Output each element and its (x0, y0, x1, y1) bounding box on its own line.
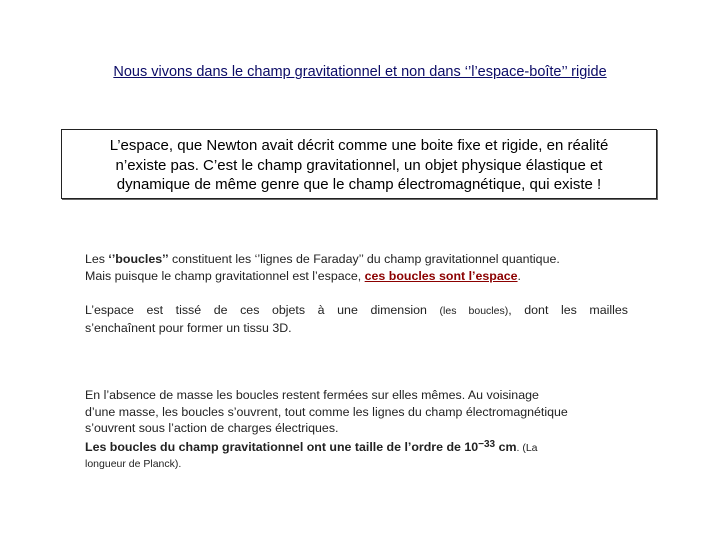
paragraph-masse (85, 387, 628, 473)
text-segment: . (517, 268, 521, 283)
highlight-box (61, 129, 657, 199)
text-segment: Mais puisque le champ gravitationnel est l’espace, (85, 268, 365, 283)
box-line-1: L’espace, que Newton avait décrit comme une boite fixe et rigide, en réalité (109, 137, 609, 154)
unit-text: cm (495, 439, 517, 454)
boucles-term: ‘’boucles’’ (108, 252, 169, 266)
paragraph-line (85, 437, 628, 457)
small-text: (les boucles) (439, 305, 509, 317)
paragraph-boucles (85, 251, 628, 284)
text-segment: , dont les mailles (508, 303, 628, 317)
text-segment: Les (85, 252, 109, 266)
paragraph-line: longueur de Planck). (85, 458, 182, 470)
page-title: Nous vivons dans le champ gravitationnel et non dans ‘’l’espace-boîte’’ rigide (113, 64, 607, 80)
bold-statement: Les boucles du champ gravitationnel ont une taille de l’ordre de 10 (85, 439, 479, 454)
paragraph-line (85, 268, 628, 285)
text-segment: L’espace est tissé de ces objets à une dimension (85, 303, 440, 317)
box-line-3: dynamique de même genre que le champ électromagnétique, qui existe ! (116, 176, 602, 193)
paragraph-tissu (85, 302, 628, 336)
paragraph-line: s’ouvrent sous l’action de charges électriques. (85, 421, 339, 435)
emphasis-text: ces boucles sont l’espace (364, 268, 518, 283)
box-line-2: n’existe pas. C’est le champ gravitationnel, un objet physique élastique et (115, 156, 603, 174)
paragraph-line: s’enchaînent pour former un tissu 3D. (85, 320, 292, 335)
paragraph-line (85, 302, 628, 320)
text-segment: constituent les ‘’lignes de Faraday’’ du champ gravitationnel quantique. (168, 252, 560, 266)
paragraph-line: En l’absence de masse les boucles restent fermées sur elles mêmes. Au voisinage (85, 388, 539, 402)
exponent: −33 (478, 438, 496, 450)
paragraph-line: d’une masse, les boucles s’ouvrent, tout comme les lignes du champ électromagnétique (85, 404, 568, 419)
paragraph-line (85, 251, 628, 268)
small-text: . (La (516, 441, 538, 454)
